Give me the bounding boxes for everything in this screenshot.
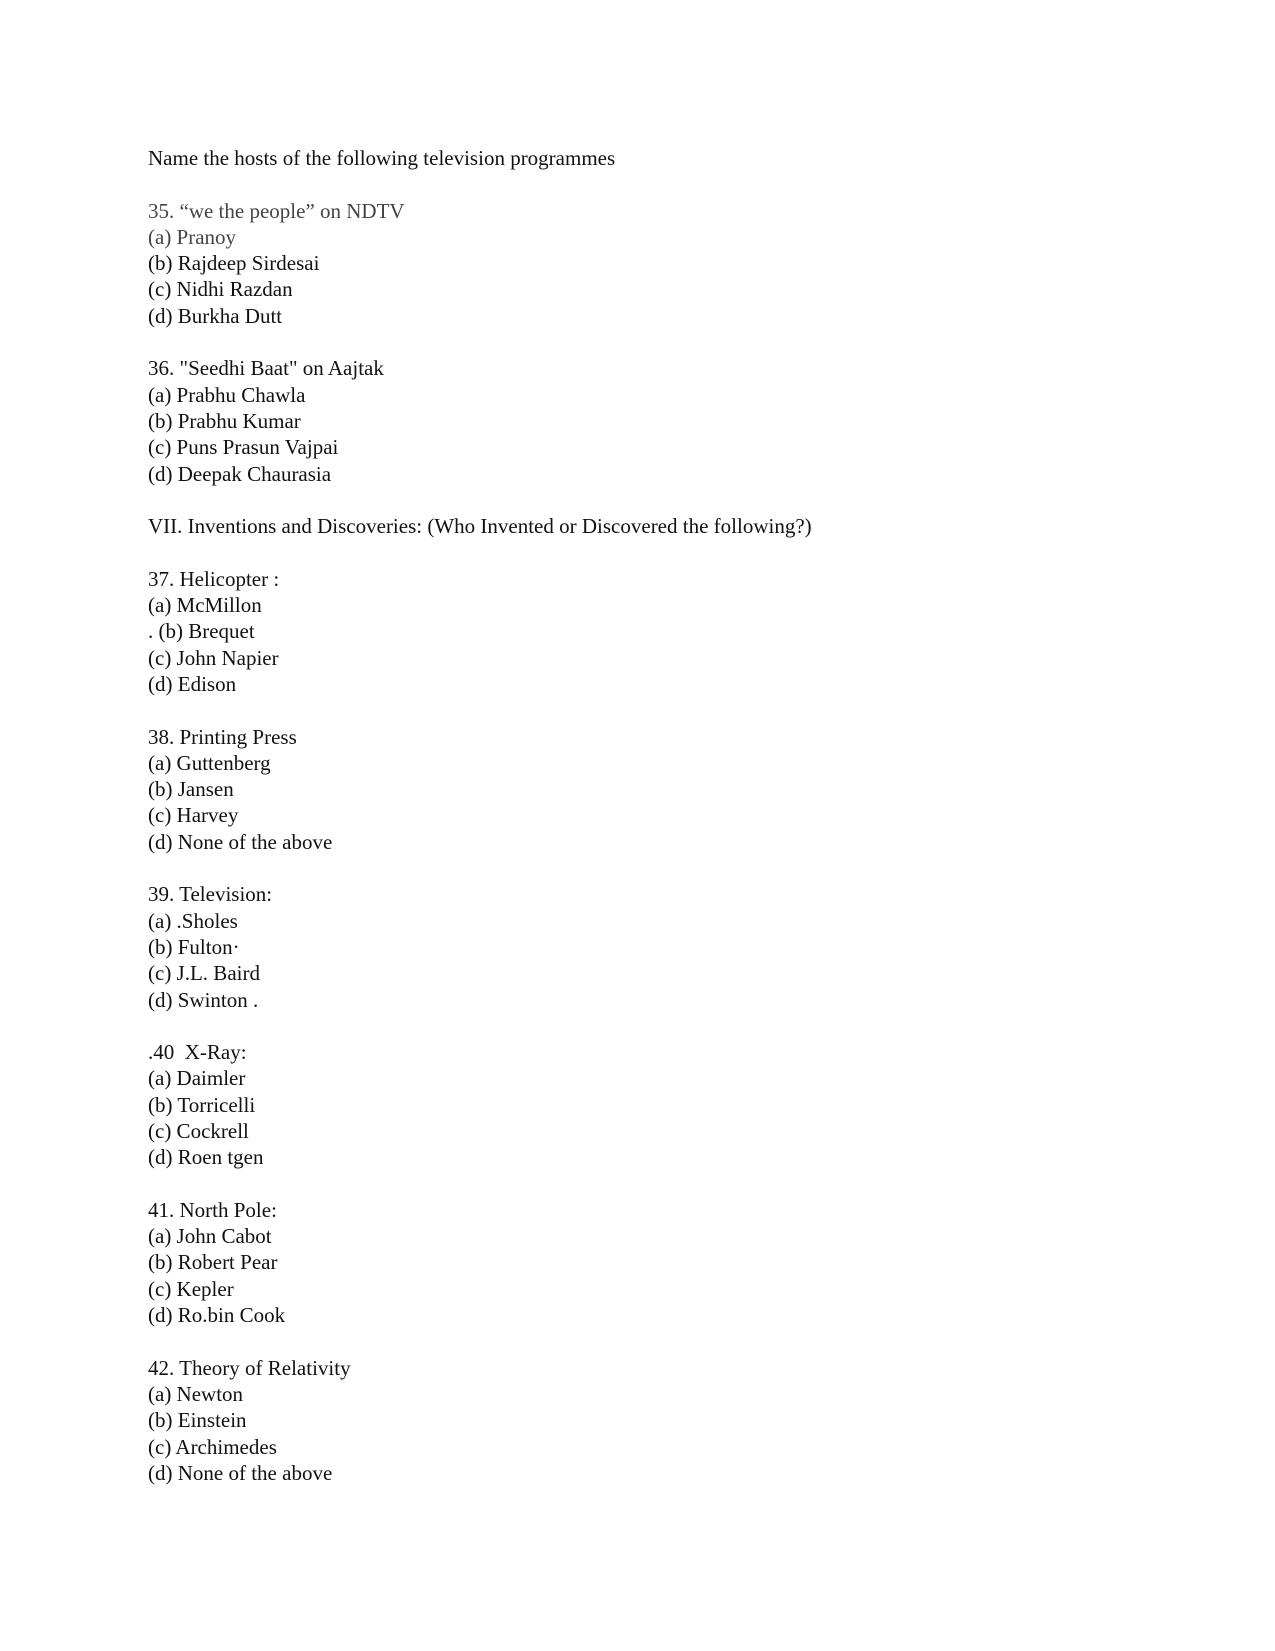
question-block [148,355,1148,486]
question-block [148,1039,1148,1170]
option-b: (b) Torricelli [148,1092,256,1117]
option-d: (d) None of the above [148,829,333,854]
question-text: 41. North Pole: [148,1197,277,1222]
question-block [148,1355,1148,1486]
option-a: (a) Prabhu Chawla [148,382,306,407]
option-c: (c) Nidhi Razdan [148,277,293,302]
option-a: (a) .Sholes [148,908,238,933]
section-heading: VII. Inventions and Discoveries: (Who Invented or Discovered the following?) [148,514,812,539]
option-d: (d) Burkha Dutt [148,303,283,328]
option-d: (d) Roen tgen [148,1145,264,1170]
option-c: (c) Kepler [148,1276,234,1301]
option-c: (c) Cockrell [148,1118,249,1143]
question-block [148,198,1148,329]
option-c: (c) Harvey [148,803,239,828]
option-a: (a) John Cabot [148,1224,272,1249]
option-b: (b) Einstein [148,1408,247,1433]
option-d: (d) Deepak Chaurasia [148,461,332,486]
section-heading-block [148,513,1148,539]
question-text: 37. Helicopter : [148,566,280,591]
option-c: (c) J.L. Baird [148,961,260,986]
question-block [148,566,1148,697]
option-a: (a) Pranoy [148,224,237,249]
question-text: .40 X-Ray: [148,1040,247,1065]
option-a: (a) McMillon [148,593,262,618]
option-b: (b) Jansen [148,777,234,802]
option-a: (a) Daimler [148,1066,246,1091]
option-d: (d) Swinton . [148,987,259,1012]
option-d: (d) Edison [148,671,237,696]
option-a: (a) Newton [148,1381,244,1406]
option-c: (c) John Napier [148,645,279,670]
document-page [148,145,1148,1512]
intro-block [148,145,1148,171]
question-text: 39. Television: [148,882,273,907]
option-b: (b) Fulton· [148,934,240,959]
option-c: (c) Puns Prasun Vajpai [148,435,339,460]
question-text: 38. Printing Press [148,724,297,749]
option-c: (c) Archimedes [148,1434,277,1459]
question-text: 42. Theory of Relativity [148,1355,351,1380]
question-block [148,1197,1148,1328]
question-block [148,724,1148,855]
question-text: 36. "Seedhi Baat" on Aajtak [148,356,384,381]
question-block [148,881,1148,1012]
option-a: (a) Guttenberg [148,750,271,775]
option-d: (d) Ro.bin Cook [148,1303,286,1328]
intro-text: Name the hosts of the following television programmes [148,146,616,170]
option-b: (b) Robert Pear [148,1250,278,1275]
question-text: 35. “we the people” on NDTV [148,198,405,223]
option-d: (d) None of the above [148,1460,333,1485]
option-b: (b) Prabhu Kumar [148,408,301,433]
option-b: . (b) Brequet [148,619,255,644]
option-b: (b) Rajdeep Sirdesai [148,251,320,276]
